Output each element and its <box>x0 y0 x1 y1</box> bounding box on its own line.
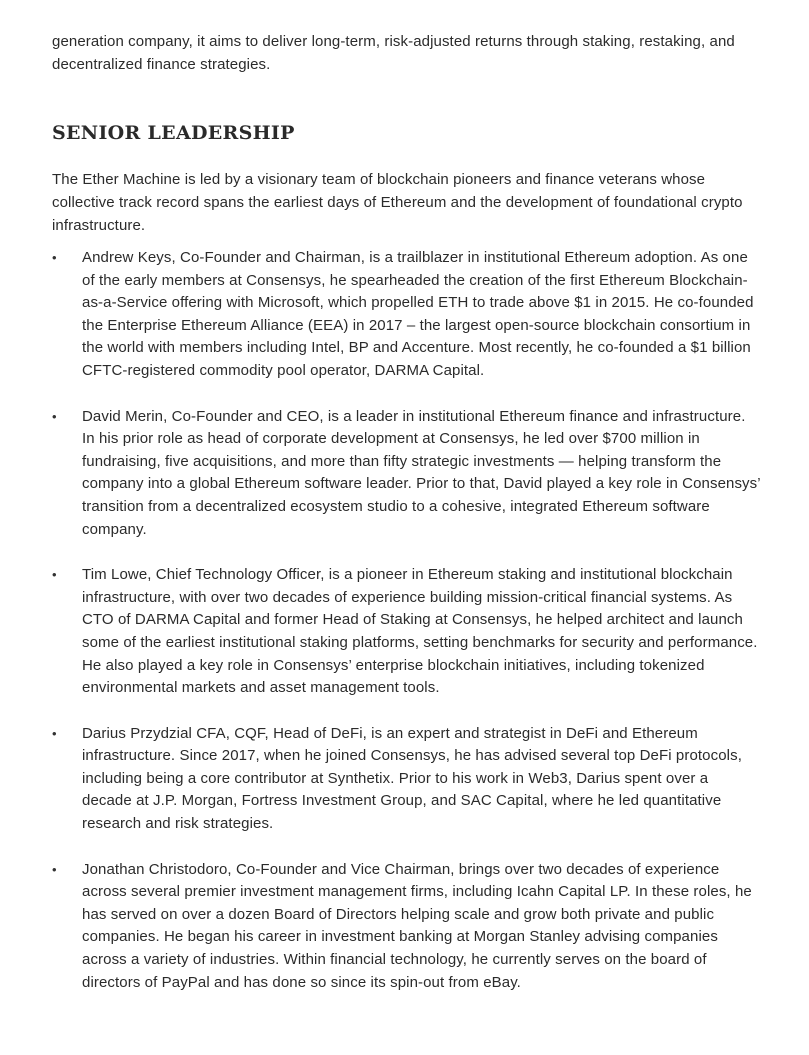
leader-bio: Andrew Keys, Co-Founder and Chairman, is a trailblazer in institutional Ethereum adoption. As one of the early members at Consensys, he spearheaded the creation of the first Ethereum Blockchain-as-a-Service offering with Microsoft, which propelled ETH to trade above $1 in 2015. He co-founded the Enterprise Ethereum Alliance (EEA) in 2017 – the largest open-source blockchain consortium in the world with members including Intel, BP and Accenture. Most recently, he co-founded a $1 billion CFTC-registered commodity pool operator, DARMA Capital. <box>82 249 754 379</box>
leader-item-darius-przydzial <box>52 723 762 836</box>
intro-paragraph-tail: generation company, it aims to deliver long-term, risk-adjusted returns through staking, restaking, and decentralized finance strategies. <box>52 33 735 73</box>
leader-bio: Tim Lowe, Chief Technology Officer, is a pioneer in Ethereum staking and institutional blockchain infrastructure, with over two decades of experience building mission-critical financial systems. As CTO of DARMA Capital and former Head of Staking at Consensys, he helped architect and launch some of the earliest institutional staking platforms, setting benchmarks for security and performance. He also played a key role in Consensys’ enterprise blockchain initiatives, including tokenized environmental markets and asset management tools. <box>82 566 758 697</box>
leader-bio: David Merin, Co-Founder and CEO, is a leader in institutional Ethereum finance and infrastructure. In his prior role as head of corporate development at Consensys, he led over $700 million in fundraising, five acquisitions, and more than fifty strategic investments — helping transform the company into a global Ethereum software leader. Prior to that, David played a key role in Consensys’ transition from a decentralized ecosystem studio to a cohesive, integrated Ethereum software company. <box>82 407 761 538</box>
section-heading: SENIOR LEADERSHIP <box>52 122 295 144</box>
article-body <box>52 30 762 1017</box>
section-intro-paragraph: The Ether Machine is led by a visionary team of blockchain pioneers and finance veterans whose collective track record spans the earliest days of Ethereum and the development of foundational crypto infrastructure. <box>52 171 743 234</box>
bullet-icon: • <box>52 861 57 877</box>
bullet-icon: • <box>52 567 57 583</box>
leader-bio: Jonathan Christodoro, Co-Founder and Vice Chairman, brings over two decades of experience across several premier investment management firms, including Icahn Capital LP. In these roles, he has served on over a dozen Board of Directors helping scale and grow both private and public companies. He began his career in investment banking at Morgan Stanley advising companies across a variety of industries. Within financial technology, he currently serves on the board of directors of PayPal and has done so since its spin-out from eBay. <box>82 860 752 991</box>
bullet-icon: • <box>52 250 57 265</box>
leader-item-david-merin <box>52 406 762 542</box>
leader-bio: Darius Przydzial CFA, CQF, Head of DeFi, is an expert and strategist in DeFi and Ethereum infrastructure. Since 2017, when he joined Consensys, he has advised several top DeFi protocols, including being a core contributor at Synthetix. Prior to his work in Web3, Darius spent over a decade at J.P. Morgan, Fortress Investment Group, and SAC Capital, where he led quantitative research and risk strategies. <box>82 724 742 833</box>
leadership-list <box>52 247 762 994</box>
leader-item-jonathan-christodoro <box>52 859 762 995</box>
bullet-icon: • <box>52 408 57 424</box>
leader-item-andrew-keys <box>52 247 762 383</box>
leader-item-tim-lowe <box>52 564 762 700</box>
bullet-icon: • <box>52 725 57 741</box>
